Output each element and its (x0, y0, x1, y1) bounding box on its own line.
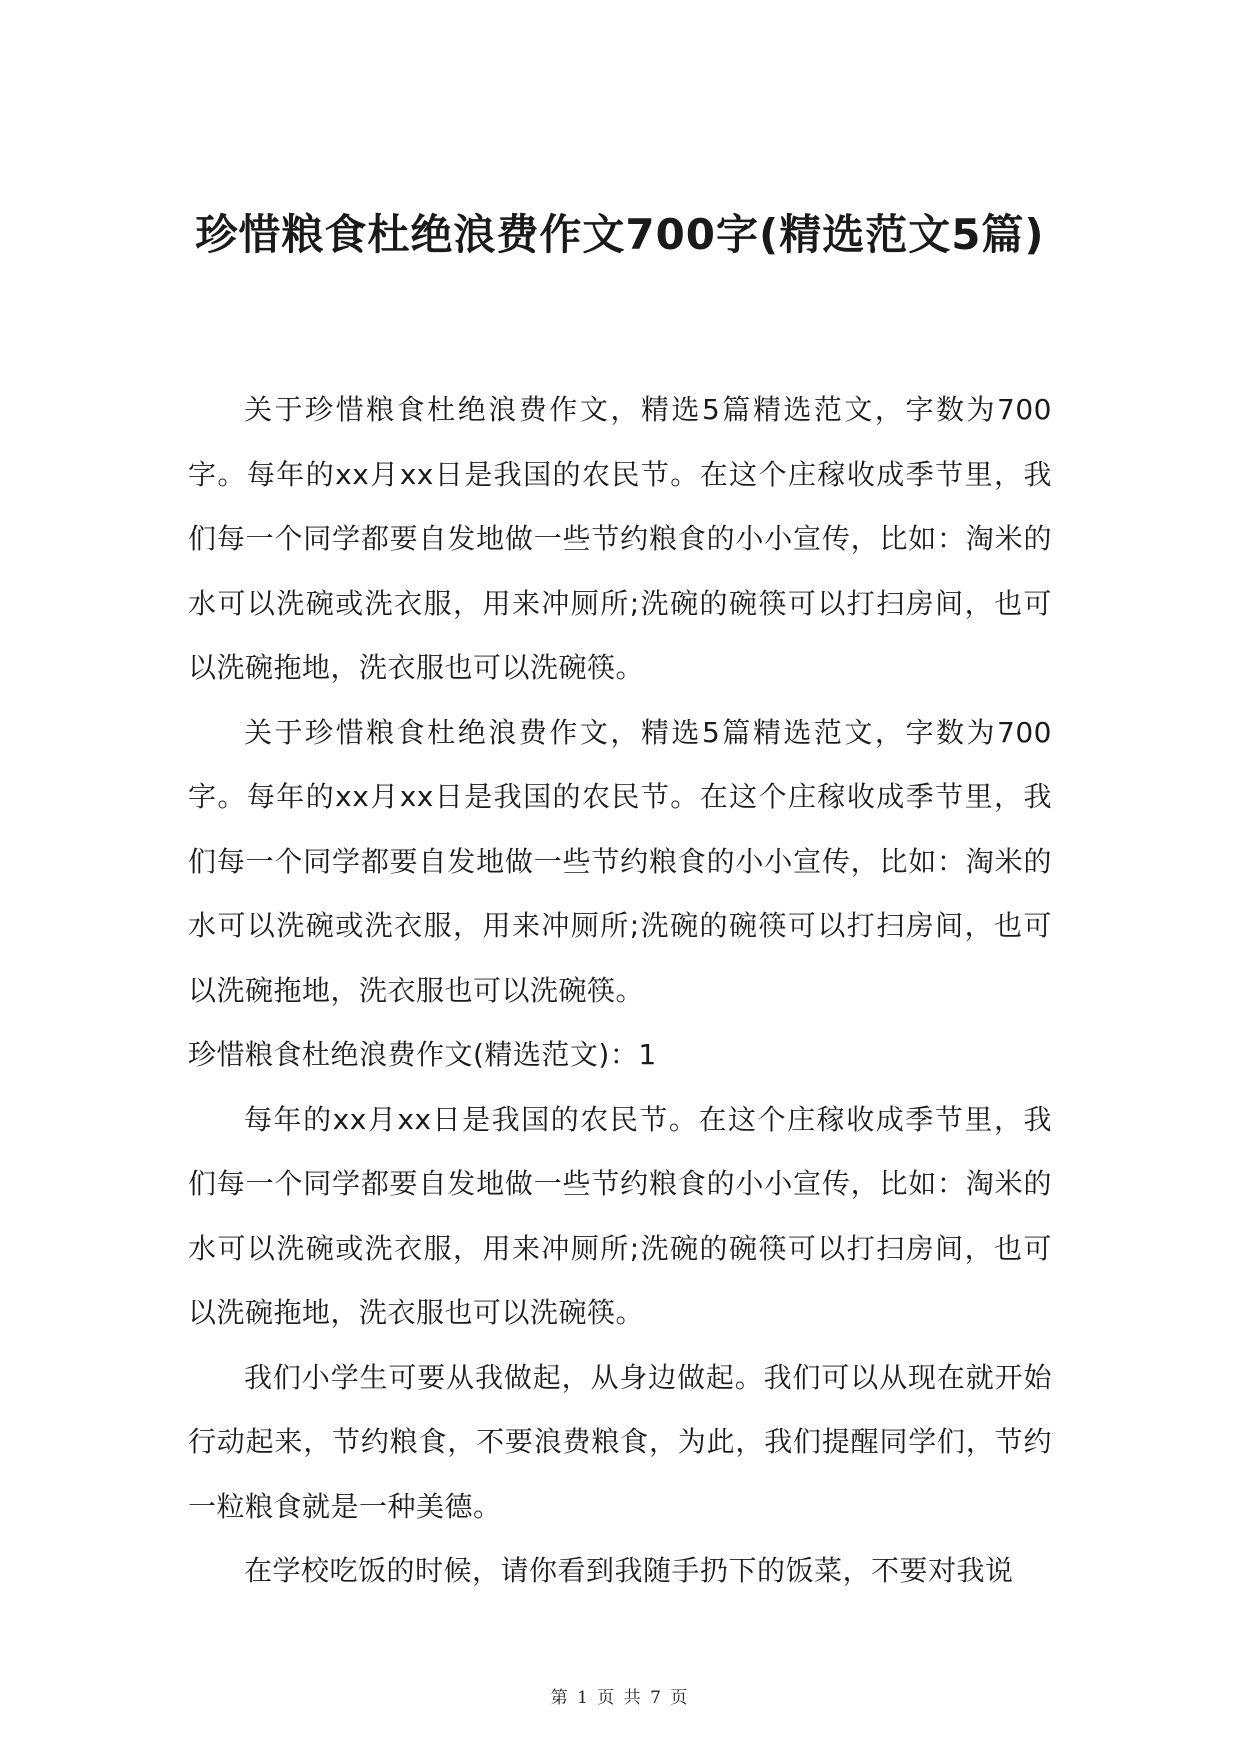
document-title: 珍惜粮食杜绝浪费作文700字(精选范文5篇) (195, 210, 1045, 259)
paragraph: 关于珍惜粮食杜绝浪费作文，精选5篇精选范文，字数为700字。每年的xx月xx日是我国的农民节。在这个庄稼收成季节里，我们每一个同学都要自发地做一些节约粮食的小小宣传，比如：淘米的水可以洗碗或洗衣服，用来冲厕所;洗碗的碗筷可以打扫房间，也可以洗碗拖地，洗衣服也可以洗碗筷。 (188, 393, 1052, 684)
paragraph: 我们小学生可要从我做起，从身边做起。我们可以从现在就开始行动起来，节约粮食，不要浪费粮食，为此，我们提醒同学们，节约一粒粮食就是一种美德。 (188, 1360, 1052, 1523)
document-body (188, 378, 1052, 1604)
page-number-footer: 第 1 页 共 7 页 (550, 1688, 690, 1708)
section-heading: 珍惜粮食杜绝浪费作文(精选范文)：1 (188, 1038, 657, 1071)
paragraph: 关于珍惜粮食杜绝浪费作文，精选5篇精选范文，字数为700字。每年的xx月xx日是我国的农民节。在这个庄稼收成季节里，我们每一个同学都要自发地做一些节约粮食的小小宣传，比如：淘米的水可以洗碗或洗衣服，用来冲厕所;洗碗的碗筷可以打扫房间，也可以洗碗拖地，洗衣服也可以洗碗筷。 (188, 715, 1052, 1007)
paragraph: 每年的xx月xx日是我国的农民节。在这个庄稼收成季节里，我们每一个同学都要自发地做一些节约粮食的小小宣传，比如：淘米的水可以洗碗或洗衣服，用来冲厕所;洗碗的碗筷可以打扫房间，也可以洗碗拖地，洗衣服也可以洗碗筷。 (188, 1102, 1052, 1329)
paragraph: 在学校吃饭的时候，请你看到我随手扔下的饭菜，不要对我说 (244, 1554, 1014, 1587)
